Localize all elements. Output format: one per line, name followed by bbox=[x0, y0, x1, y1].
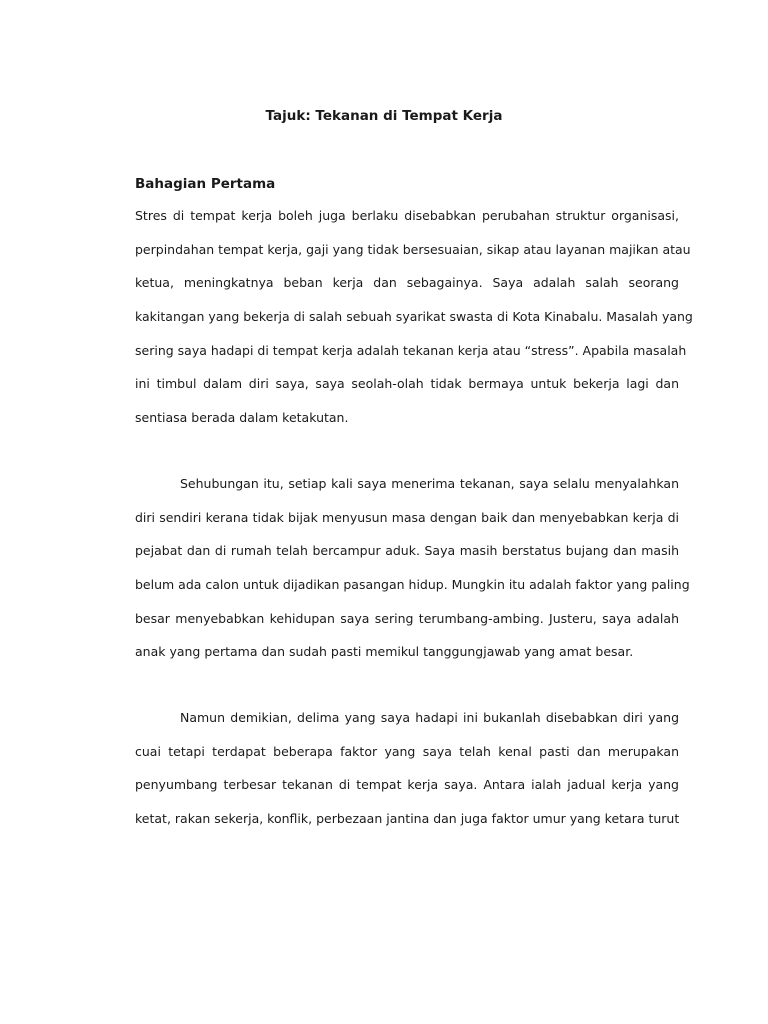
paragraph-line: perpindahan tempat kerja, gaji yang tidak bersesuaian, sikap atau layanan majikan atau bbox=[135, 241, 691, 257]
paragraph-line: besar menyebabkan kehidupan saya sering terumbang-ambing. Justeru, saya adalah bbox=[135, 610, 679, 626]
paragraph-line: cuai tetapi terdapat beberapa faktor yang saya telah kenal pasti dan merupakan bbox=[135, 743, 679, 759]
paragraph-line: Sehubungan itu, setiap kali saya menerima tekanan, saya selalu menyalahkan bbox=[180, 476, 679, 491]
paragraph-line: ketat, rakan sekerja, konflik, perbezaan jantina dan juga faktor umur yang ketara turut bbox=[135, 811, 680, 827]
paragraph-line: kakitangan yang bekerja di salah sebuah syarikat swasta di Kota Kinabalu. Masalah yang bbox=[135, 309, 693, 325]
paragraph-2 bbox=[135, 474, 690, 676]
paragraph-line: ini timbul dalam diri saya, saya seolah-olah tidak bermaya untuk bekerja lagi dan bbox=[135, 376, 679, 392]
paragraph-1 bbox=[135, 206, 693, 442]
document-title: Tajuk: Tekanan di Tempat Kerja bbox=[265, 108, 503, 124]
section-heading: Bahagian Pertama bbox=[135, 176, 276, 192]
paragraph-line: belum ada calon untuk dijadikan pasangan hidup. Mungkin itu adalah faktor yang paling bbox=[135, 577, 690, 593]
paragraph-line: diri sendiri kerana tidak bijak menyusun masa dengan baik dan menyebabkan kerja di bbox=[135, 509, 679, 525]
paragraph-line: Stres di tempat kerja boleh juga berlaku disebabkan perubahan struktur organisasi, bbox=[135, 208, 679, 223]
paragraph-line: sering saya hadapi di tempat kerja adalah tekanan kerja atau “stress”. Apabila masalah bbox=[135, 342, 687, 358]
paragraph-3 bbox=[135, 708, 679, 843]
paragraph-line: Namun demikian, delima yang saya hadapi ini bukanlah disebabkan diri yang bbox=[180, 710, 679, 725]
paragraph-line: penyumbang terbesar tekanan di tempat kerja saya. Antara ialah jadual kerja yang bbox=[135, 777, 679, 793]
paragraph-line: sentiasa berada dalam ketakutan. bbox=[135, 410, 349, 426]
paragraph-line: anak yang pertama dan sudah pasti memikul tanggungjawab yang amat besar. bbox=[135, 644, 634, 660]
paragraph-line: pejabat dan di rumah telah bercampur aduk. Saya masih berstatus bujang dan masih bbox=[135, 543, 679, 559]
paragraph-line: ketua, meningkatnya beban kerja dan sebagainya. Saya adalah salah seorang bbox=[135, 275, 679, 291]
